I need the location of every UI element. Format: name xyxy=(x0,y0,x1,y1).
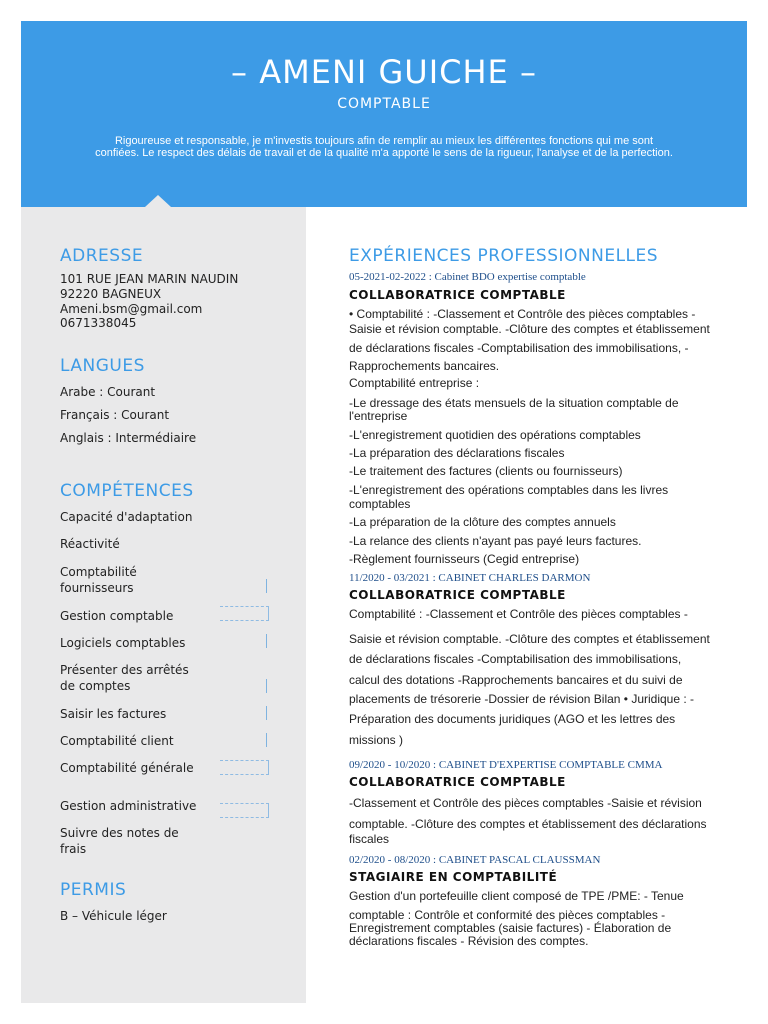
address-heading: ADRESSE xyxy=(60,246,144,266)
job-date: 05-2021-02-2022 : Cabinet BDO expertise comptable xyxy=(349,271,586,283)
job-role: COLLABORATRICE COMPTABLE xyxy=(349,288,566,302)
job-role: COLLABORATRICE COMPTABLE xyxy=(349,775,566,789)
job-role: STAGIAIRE EN COMPTABILITÉ xyxy=(349,870,558,884)
header-banner xyxy=(21,21,747,207)
skill-level-mark xyxy=(266,706,267,720)
skill-item: Gestion comptable xyxy=(60,609,174,623)
language-item: Français : Courant xyxy=(60,408,170,422)
skill-item: Suivre des notes de xyxy=(60,826,179,840)
job-detail: Préparation des documents juridiques (AGO et les lettres des xyxy=(349,712,676,726)
job-date: 02/2020 - 08/2020 : CABINET PASCAL CLAUSSMAN xyxy=(349,854,601,866)
job-detail: comptables xyxy=(349,497,411,511)
job-detail: Comptabilité : -Classement et Contrôle des pièces comptables - xyxy=(349,607,688,621)
job-detail: de déclarations fiscales -Comptabilisation des immobilisations, xyxy=(349,652,682,666)
job-detail: calcul des dotations -Rapprochements bancaires et du suivi de xyxy=(349,673,683,687)
job-detail: -Règlement fournisseurs (Cegid entreprise) xyxy=(349,552,580,566)
skill-item: Comptabilité xyxy=(60,565,137,579)
job-detail: fiscales xyxy=(349,832,390,846)
skill-item: Capacité d'adaptation xyxy=(60,510,193,524)
skill-item: Comptabilité client xyxy=(60,734,174,748)
sidebar-notch xyxy=(145,195,171,207)
experience-heading: EXPÉRIENCES PROFESSIONNELLES xyxy=(349,246,659,266)
phone-number: 0671338045 xyxy=(60,316,137,330)
job-title: COMPTABLE xyxy=(337,96,431,112)
address-street: 101 RUE JEAN MARIN NAUDIN xyxy=(60,272,239,286)
job-date: 09/2020 - 10/2020 : CABINET D'EXPERTISE COMPTABLE CMMA xyxy=(349,759,663,771)
skill-level-mark xyxy=(220,606,269,621)
job-detail: -Le traitement des factures (clients ou fournisseurs) xyxy=(349,464,623,478)
job-detail: de déclarations fiscales -Comptabilisation des immobilisations, - xyxy=(349,341,689,355)
job-detail: Gestion d'un portefeuille client composé de TPE /PME: - Tenue xyxy=(349,889,684,903)
job-detail: l'entreprise xyxy=(349,409,408,423)
skill-level-mark xyxy=(220,760,269,775)
profile-summary: Rigoureuse et responsable, je m'investis toujours afin de remplir au mieux les différentes fonctions qui me sont confiées. Le respect des délais de travail et de la qualité m'a apporté le sens de la rigueur, l'analyse et de la perfection. xyxy=(95,135,673,159)
skill-level-mark xyxy=(220,803,269,818)
job-detail: Rapprochements bancaires. xyxy=(349,359,500,373)
skill-item: Gestion administrative xyxy=(60,799,197,813)
job-detail: Enregistrement comptables (saisie factures) - Élaboration de xyxy=(349,921,672,935)
job-date: 11/2020 - 03/2021 : CABINET CHARLES DARMON xyxy=(349,572,591,584)
skill-item: Présenter des arrêtés xyxy=(60,663,189,677)
skill-level-mark xyxy=(266,679,267,693)
skill-level-mark xyxy=(266,579,267,593)
job-detail: comptable. -Clôture des comptes et établissement des déclarations xyxy=(349,817,707,831)
language-item: Anglais : Intermédiaire xyxy=(60,431,197,445)
email-address: Ameni.bsm@gmail.com xyxy=(60,302,203,316)
job-detail: • Comptabilité : -Classement et Contrôle des pièces comptables - xyxy=(349,307,696,321)
languages-heading: LANGUES xyxy=(60,356,145,376)
job-detail: Saisie et révision comptable. -Clôture des comptes et établissement xyxy=(349,632,710,646)
job-detail: -Le dressage des états mensuels de la situation comptable de xyxy=(349,396,679,410)
skill-item: Logiciels comptables xyxy=(60,636,186,650)
skill-level-mark xyxy=(266,733,267,747)
license-heading: PERMIS xyxy=(60,880,127,900)
skill-item: Comptabilité générale xyxy=(60,761,194,775)
job-detail: -Classement et Contrôle des pièces comptables -Saisie et révision xyxy=(349,796,702,810)
job-detail: comptable : Contrôle et conformité des pièces comptables - xyxy=(349,908,666,922)
job-detail: -L'enregistrement des opérations comptables dans les livres xyxy=(349,483,669,497)
job-detail: -La relance des clients n'ayant pas payé leurs factures. xyxy=(349,534,642,548)
skill-item: fournisseurs xyxy=(60,581,134,595)
license-item: B – Véhicule léger xyxy=(60,909,167,923)
job-detail: -L'enregistrement quotidien des opérations comptables xyxy=(349,428,641,442)
skill-item: de comptes xyxy=(60,679,131,693)
job-detail: -La préparation des déclarations fiscales xyxy=(349,446,565,460)
job-detail: missions ) xyxy=(349,733,404,747)
job-role: COLLABORATRICE COMPTABLE xyxy=(349,588,566,602)
skill-item: Réactivité xyxy=(60,537,120,551)
skill-item: frais xyxy=(60,842,87,856)
language-item: Arabe : Courant xyxy=(60,385,156,399)
job-detail: -La préparation de la clôture des comptes annuels xyxy=(349,515,616,529)
skills-heading: COMPÉTENCES xyxy=(60,481,194,501)
skill-level-mark xyxy=(266,634,267,648)
job-detail: Saisie et révision comptable. -Clôture des comptes et établissement xyxy=(349,322,710,336)
job-detail: placements de trésorerie -Dossier de révision Bilan • Juridique : - xyxy=(349,692,695,706)
job-detail: déclarations fiscales - Révision des comptes. xyxy=(349,934,589,948)
candidate-name: – AMENI GUICHE – xyxy=(231,53,537,91)
skill-item: Saisir les factures xyxy=(60,707,167,721)
address-city: 92220 BAGNEUX xyxy=(60,287,162,301)
job-detail: Comptabilité entreprise : xyxy=(349,376,480,390)
